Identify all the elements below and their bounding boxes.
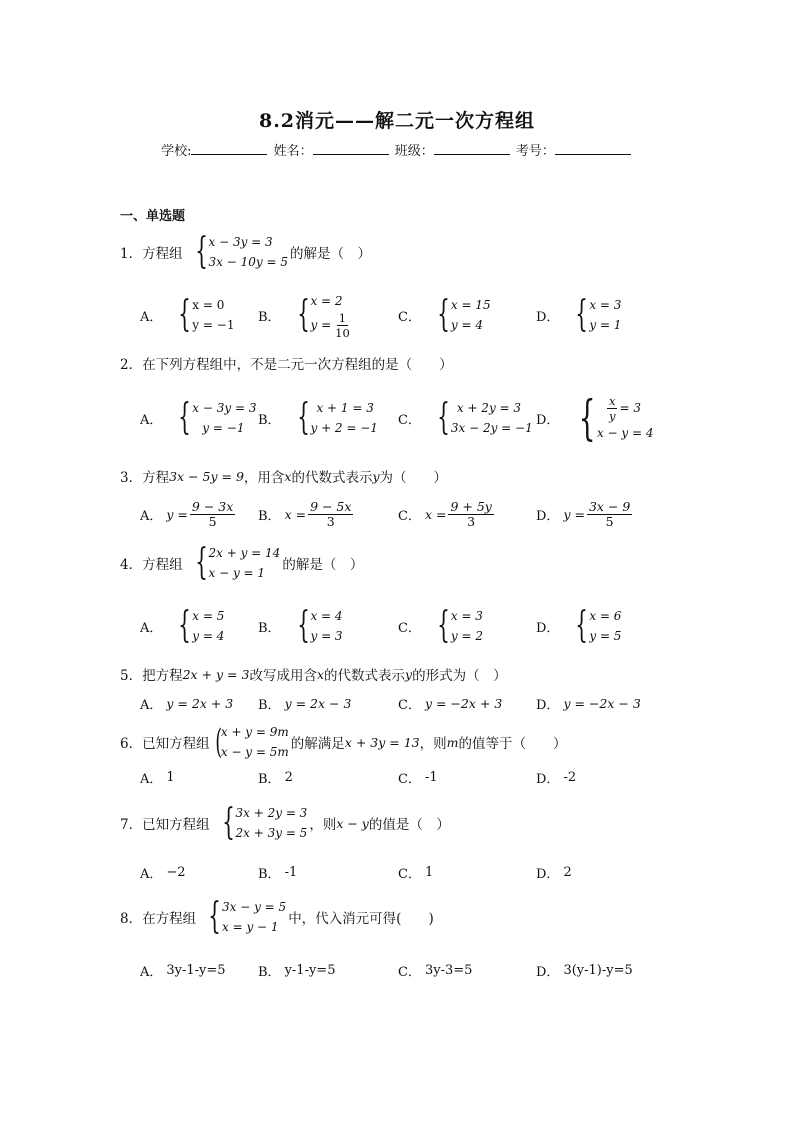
question-number: 6． <box>120 736 143 752</box>
fraction-denominator: 3 <box>326 513 335 529</box>
exam-number-blank[interactable] <box>555 142 631 155</box>
question-text: 的代数式表示 <box>291 470 373 486</box>
class-label: 班级： <box>394 144 434 159</box>
option-a[interactable] <box>140 755 175 799</box>
option-d[interactable]: D． { x = 3 y = 1 <box>536 294 622 335</box>
option-letter: B． <box>258 309 281 325</box>
option-c[interactable]: C． { x = 3 y = 2 <box>398 605 483 646</box>
question-text: 中，代入消元可得( ) <box>288 911 434 927</box>
equation: x − 3y = 3 <box>192 401 257 415</box>
question-4 <box>120 543 363 583</box>
option-d[interactable] <box>536 681 641 725</box>
equation-system: { 3x + 2y = 3 2x + 3y = 5 <box>221 802 308 843</box>
equation-system: { 3x − y = 5 x = y − 1 <box>208 896 287 937</box>
question-number: 4． <box>120 557 143 573</box>
equation: 3x − 10y = 5 <box>208 255 288 269</box>
equation: x − y = 4 <box>596 425 654 440</box>
option-c[interactable] <box>398 755 438 799</box>
question-1 <box>120 232 371 272</box>
equation: x − y = 1 <box>208 566 266 580</box>
exam-number-label: 考号： <box>515 144 555 159</box>
option-letter: A． <box>140 620 163 636</box>
option-c[interactable]: C． { x = 15 y = 4 <box>398 294 491 335</box>
option-letter: D． <box>536 309 560 325</box>
question-text: ，用含 <box>243 470 285 486</box>
question-5-options <box>140 681 700 725</box>
equation: x + 1 = 3 <box>316 401 374 415</box>
equation: x = 6 <box>589 609 622 623</box>
option-letter: A． <box>140 866 163 882</box>
option-letter: A． <box>140 697 163 713</box>
option-letter: B． <box>258 964 281 980</box>
equation: x = <box>424 506 447 522</box>
fraction-numerator: 9 − 5x <box>310 498 352 514</box>
option-c[interactable] <box>398 850 433 894</box>
equation: y = <box>563 506 585 522</box>
option-c[interactable] <box>398 492 496 536</box>
option-letter: C． <box>398 866 421 882</box>
option-a[interactable]: A． { x − 3y = 3 y = −1 <box>140 397 257 438</box>
name-label: 姓名： <box>273 144 313 159</box>
equation: x = y − 1 <box>222 920 279 934</box>
option-value: 3(y-1)-y=5 <box>563 962 633 978</box>
question-number: 8． <box>120 911 143 927</box>
question-text: 的形式为（ ） <box>412 668 507 684</box>
fraction-denominator: 5 <box>208 513 217 529</box>
option-value: 3y-1-y=5 <box>166 962 226 978</box>
fraction-denominator: y <box>608 408 616 423</box>
fraction-numerator: 9 + 5y <box>450 498 492 514</box>
question-text: 在方程组 <box>142 911 197 927</box>
question-8 <box>120 897 434 937</box>
equation: x = 5 <box>192 609 225 623</box>
option-a[interactable]: A． { x = 0 y = −1 <box>140 294 235 335</box>
option-b[interactable]: B． { x = 2 y = $\frac{1}{10}$ <box>258 293 356 337</box>
option-c[interactable] <box>398 681 502 725</box>
equation: x = 0 <box>192 298 225 312</box>
equation: y = −2x − 3 <box>563 695 641 711</box>
option-d[interactable]: D． { $\frac{x}{y}$ = 3 x − y = 4 <box>536 390 654 446</box>
fraction-denominator: 10 <box>335 325 350 340</box>
fraction-numerator: x <box>608 393 616 408</box>
option-d[interactable] <box>536 850 572 894</box>
option-value: 3y-3=5 <box>424 962 473 978</box>
question-number: 1． <box>120 246 143 262</box>
option-value: y-1-y=5 <box>284 962 336 978</box>
equation: x = <box>284 506 307 522</box>
variable: y <box>372 468 380 484</box>
equation: y + 2 = −1 <box>310 421 378 435</box>
question-2 <box>120 353 453 373</box>
variable: x <box>284 468 292 484</box>
option-letter: C． <box>398 309 421 325</box>
option-letter: A． <box>140 771 163 787</box>
equation: x + 2y = 3 <box>456 401 522 415</box>
fraction-denominator: 3 <box>467 513 476 529</box>
question-2-options <box>140 390 700 446</box>
question-4-options <box>140 604 700 648</box>
question-1-options <box>140 293 700 340</box>
fraction-numerator: 3x − 9 <box>588 498 631 514</box>
question-number: 5． <box>120 668 143 684</box>
option-letter: C． <box>398 697 421 713</box>
question-text: 把方程 <box>142 668 183 684</box>
equation: 3x − 2y = −1 <box>450 421 533 435</box>
variable: m <box>446 734 459 750</box>
option-letter: D． <box>536 508 560 524</box>
equation: x = 15 <box>450 298 491 312</box>
equation: y = 3 <box>310 629 343 643</box>
option-letter: C． <box>398 508 421 524</box>
option-value: -1 <box>284 864 298 880</box>
option-letter: B． <box>258 508 281 524</box>
option-value: -2 <box>563 769 577 785</box>
option-letter: D． <box>536 964 560 980</box>
equation: y = 2x − 3 <box>284 695 352 711</box>
equation: 3x − 5y = 9 <box>169 468 244 484</box>
fraction-numerator: 9 − 3x <box>191 498 234 514</box>
option-b[interactable] <box>258 755 293 799</box>
option-b[interactable] <box>258 492 355 536</box>
option-letter: C． <box>398 964 421 980</box>
option-b[interactable] <box>258 681 351 725</box>
equation: x − y = 5m <box>220 745 289 759</box>
question-text: 的解是（ ） <box>289 246 371 262</box>
equation: y = 1 <box>589 318 622 332</box>
equation: 2x + 3y = 5 <box>235 826 308 840</box>
equation-system: { x − 3y = 3 3x − 10y = 5 <box>194 231 288 272</box>
option-b[interactable] <box>258 948 335 992</box>
equation: y = 4 <box>450 318 483 332</box>
option-letter: D． <box>536 771 560 787</box>
equation: x − 3y = 3 <box>208 235 273 249</box>
question-text: 的值等于（ ） <box>458 736 567 752</box>
option-a[interactable] <box>140 681 233 725</box>
question-text: 方程组 <box>142 246 183 262</box>
option-b[interactable] <box>258 850 297 894</box>
option-b[interactable]: B． { x = 4 y = 3 <box>258 605 343 646</box>
equation: y = −1 <box>202 421 245 435</box>
equation: y = 2 <box>450 629 483 643</box>
question-text: 的解是（ ） <box>282 557 364 573</box>
option-letter: C． <box>398 412 421 428</box>
option-letter: B． <box>258 697 281 713</box>
option-a[interactable] <box>140 948 226 992</box>
equation: x + 3y = 13 <box>344 734 420 750</box>
question-3 <box>120 466 447 486</box>
option-d[interactable] <box>536 948 633 992</box>
question-text: ，则 <box>419 736 447 752</box>
option-c[interactable]: C． { x + 2y = 3 3x − 2y = −1 <box>398 397 533 438</box>
option-d[interactable]: D． { x = 6 y = 5 <box>536 605 622 646</box>
equation: x + y = 9m <box>220 725 289 739</box>
equation: y = 2x + 3 <box>166 695 234 711</box>
option-value: 2 <box>284 769 293 785</box>
class-blank[interactable] <box>434 142 510 155</box>
option-b[interactable]: B． { x + 1 = 3 y + 2 = −1 <box>258 397 378 438</box>
equation: x = 3 <box>589 298 622 312</box>
variable: y <box>405 666 413 682</box>
option-value: −2 <box>166 864 186 880</box>
question-text: 方程 <box>142 470 170 486</box>
equation: x = 2 <box>310 293 343 308</box>
expression: x − y <box>336 815 369 831</box>
equation: 2x + y = 14 <box>208 546 281 560</box>
equation-system: ( x + y = 9m x − y = 5m <box>214 722 289 762</box>
question-text: 的代数式表示 <box>324 668 406 684</box>
option-letter: A． <box>140 309 163 325</box>
option-letter: B． <box>258 771 281 787</box>
question-number: 2． <box>120 357 143 373</box>
page-title: 8.2消元——解二元一次方程组 <box>258 110 536 132</box>
question-text: 改写成用含 <box>249 668 317 684</box>
option-letter: D． <box>536 697 560 713</box>
equation: y = 4 <box>192 629 225 643</box>
question-text: 已知方程组 <box>142 736 210 752</box>
name-blank[interactable] <box>313 142 389 155</box>
question-text: ，则 <box>309 817 337 833</box>
option-letter: D． <box>536 620 560 636</box>
question-text: 方程组 <box>142 557 183 573</box>
equation: x = 4 <box>310 609 343 623</box>
option-value: -1 <box>424 769 438 785</box>
question-8-options <box>140 948 700 992</box>
school-blank[interactable] <box>191 142 267 155</box>
equation: y = 5 <box>589 629 622 643</box>
equation: 3x − y = 5 <box>222 900 287 914</box>
option-c[interactable] <box>398 948 472 992</box>
question-3-options <box>140 492 700 536</box>
option-letter: A． <box>140 964 163 980</box>
question-number: 3． <box>120 470 143 486</box>
option-d[interactable] <box>536 755 576 799</box>
option-d[interactable] <box>536 492 634 536</box>
option-letter: B． <box>258 412 281 428</box>
option-letter: B． <box>258 866 281 882</box>
section-heading: 一、单选题 <box>120 209 186 224</box>
equation: = 3 <box>619 401 641 415</box>
equation: y = <box>166 506 188 522</box>
variable: x <box>316 666 325 682</box>
option-letter: B． <box>258 620 281 636</box>
question-7-options <box>140 850 700 894</box>
option-letter: D． <box>536 412 560 428</box>
question-text: 在下列方程组中，不是二元一次方程组的是（ ） <box>142 357 453 373</box>
equation: 2x + y = 3 <box>182 666 250 682</box>
equation: 3x + 2y = 3 <box>235 806 308 820</box>
equation-system: { 2x + y = 14 x − y = 1 <box>194 542 281 583</box>
equation: y = −1 <box>192 318 235 332</box>
question-text: 已知方程组 <box>142 817 210 833</box>
option-a[interactable]: A． { x = 5 y = 4 <box>140 605 225 646</box>
option-value: 2 <box>563 864 572 880</box>
fraction-denominator: 5 <box>605 513 614 529</box>
option-letter: C． <box>398 620 421 636</box>
option-letter: C． <box>398 771 421 787</box>
equation: y = <box>310 318 332 332</box>
equation: y = −2x + 3 <box>424 695 503 711</box>
question-number: 7． <box>120 817 143 833</box>
option-value: 1 <box>166 769 175 785</box>
student-info-line <box>0 140 794 159</box>
option-a[interactable] <box>140 850 186 894</box>
question-text: 的值是（ ） <box>368 817 450 833</box>
question-text: 的解满足 <box>290 736 345 752</box>
school-label: 学校: <box>161 144 192 159</box>
fraction-numerator: 1 <box>338 310 347 325</box>
option-value: 1 <box>424 864 434 880</box>
option-letter: D． <box>536 866 560 882</box>
option-a[interactable] <box>140 492 237 536</box>
question-7 <box>120 803 450 843</box>
option-letter: A． <box>140 412 163 428</box>
option-letter: A． <box>140 508 163 524</box>
equation: x = 3 <box>450 609 483 623</box>
question-text: 为（ ） <box>379 470 448 486</box>
question-6-options <box>140 755 700 799</box>
